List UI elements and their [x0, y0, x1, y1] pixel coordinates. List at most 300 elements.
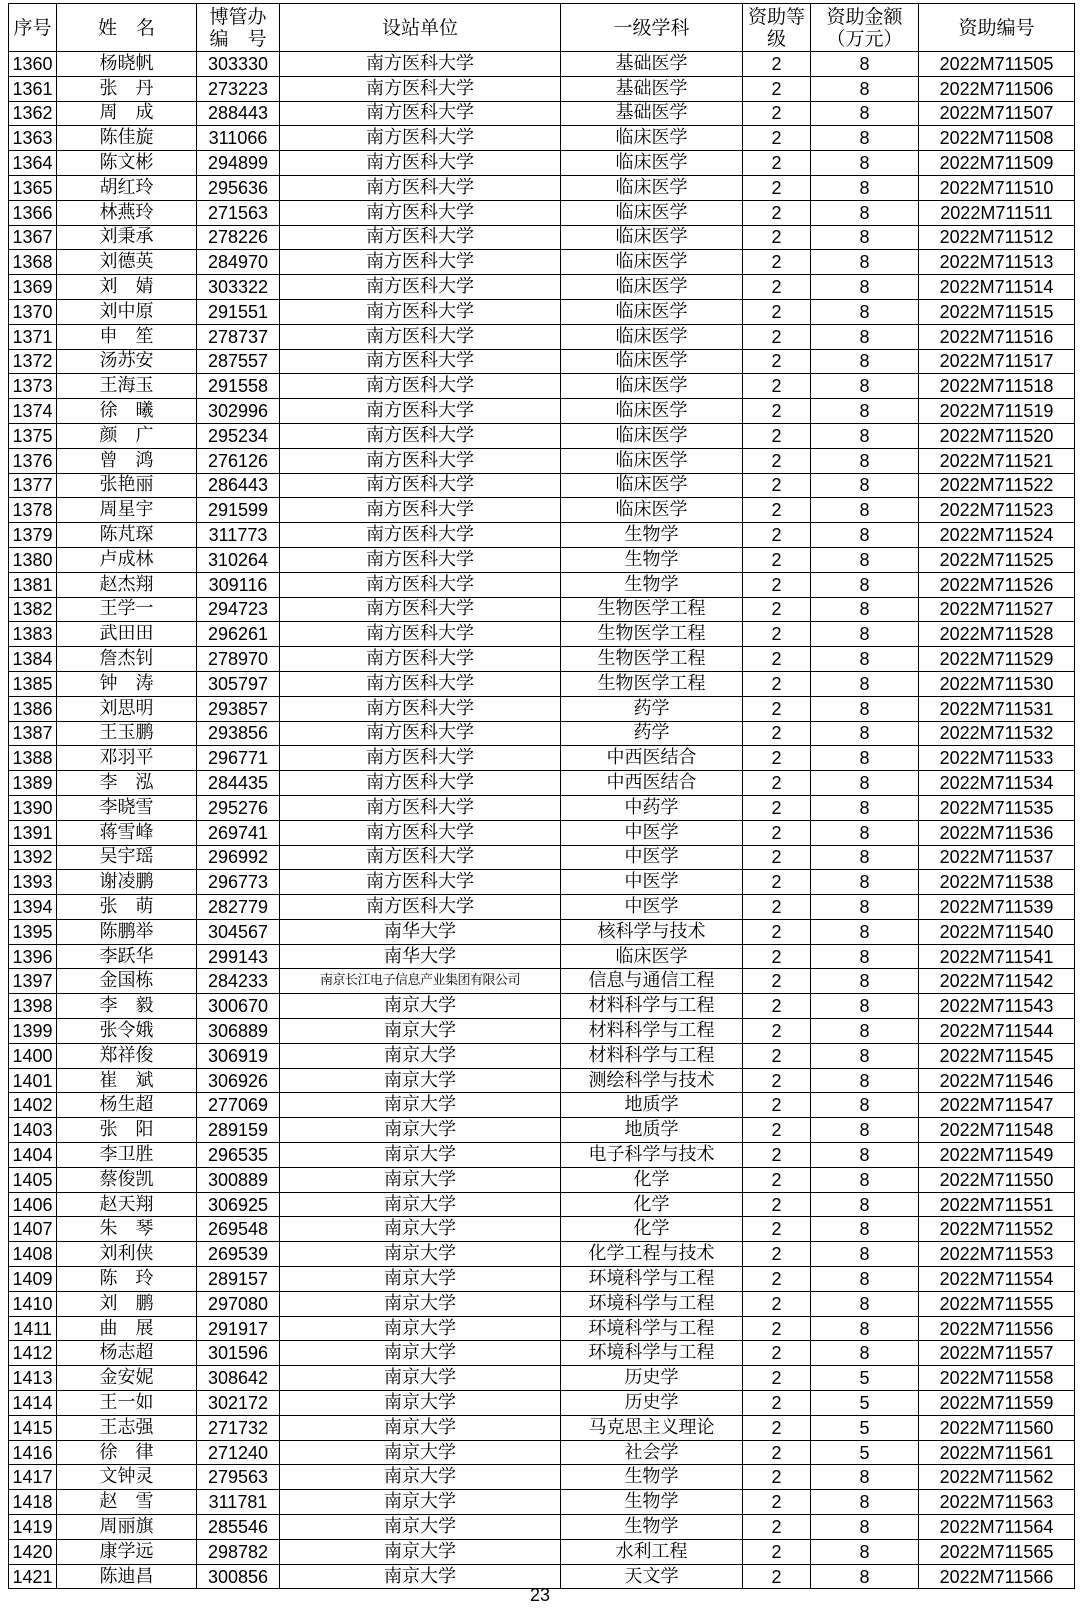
unit-cell: 南京大学: [280, 1143, 561, 1168]
table-row: [9, 795, 1075, 820]
funding-code-cell: 2022M711522: [919, 473, 1075, 498]
table-row: [9, 76, 1075, 101]
seq-cell: 1364: [9, 151, 57, 176]
level-cell: 2: [743, 250, 811, 275]
name-cell: 李卫胜: [57, 1143, 197, 1168]
postdoc-id-cell: 296992: [197, 845, 280, 870]
postdoc-id-cell: 276126: [197, 448, 280, 473]
name-cell: 武田田: [57, 622, 197, 647]
postdoc-id-cell: 310264: [197, 547, 280, 572]
name-cell: 钟 涛: [57, 671, 197, 696]
seq-cell: 1416: [9, 1440, 57, 1465]
funding-code-cell: 2022M711521: [919, 448, 1075, 473]
funding-code-cell: 2022M711555: [919, 1291, 1075, 1316]
postdoc-id-cell: 297080: [197, 1291, 280, 1316]
funding-code-cell: 2022M711509: [919, 151, 1075, 176]
funding-code-cell: 2022M711544: [919, 1019, 1075, 1044]
unit-cell: 南方医科大学: [280, 76, 561, 101]
level-cell: 2: [743, 473, 811, 498]
table-row: [9, 647, 1075, 672]
unit-cell: 南方医科大学: [280, 820, 561, 845]
postdoc-id-cell: 300889: [197, 1167, 280, 1192]
level-cell: 2: [743, 870, 811, 895]
level-cell: 2: [743, 399, 811, 424]
subject-cell: 药学: [561, 696, 743, 721]
unit-cell: 南方医科大学: [280, 448, 561, 473]
table-row: [9, 597, 1075, 622]
subject-cell: 药学: [561, 721, 743, 746]
funding-code-cell: 2022M711566: [919, 1564, 1075, 1589]
subject-cell: 临床医学: [561, 225, 743, 250]
table-row: [9, 250, 1075, 275]
table-row: [9, 721, 1075, 746]
funding-code-cell: 2022M711513: [919, 250, 1075, 275]
funding-code-cell: 2022M711520: [919, 423, 1075, 448]
postdoc-id-cell: 305797: [197, 671, 280, 696]
funding-code-cell: 2022M711531: [919, 696, 1075, 721]
postdoc-id-cell: 303322: [197, 275, 280, 300]
funding-code-cell: 2022M711533: [919, 746, 1075, 771]
amount-cell: 8: [811, 1093, 919, 1118]
name-cell: 张艳丽: [57, 473, 197, 498]
table-row: [9, 126, 1075, 151]
name-cell: 李 泓: [57, 771, 197, 796]
name-cell: 徐 律: [57, 1440, 197, 1465]
seq-cell: 1382: [9, 597, 57, 622]
funding-code-cell: 2022M711564: [919, 1515, 1075, 1540]
amount-cell: 5: [811, 1366, 919, 1391]
name-cell: 周星宇: [57, 498, 197, 523]
unit-cell: 南京大学: [280, 1043, 561, 1068]
table-row: [9, 1217, 1075, 1242]
name-cell: 张 萌: [57, 895, 197, 920]
postdoc-id-cell: 287557: [197, 349, 280, 374]
level-cell: 2: [743, 771, 811, 796]
unit-cell: 南京大学: [280, 1019, 561, 1044]
funding-code-cell: 2022M711551: [919, 1192, 1075, 1217]
subject-cell: 临床医学: [561, 399, 743, 424]
amount-cell: 8: [811, 423, 919, 448]
table-row: [9, 1093, 1075, 1118]
level-cell: 2: [743, 547, 811, 572]
seq-cell: 1372: [9, 349, 57, 374]
table-row: [9, 52, 1075, 77]
table-row: [9, 523, 1075, 548]
level-cell: 2: [743, 299, 811, 324]
table-row: [9, 473, 1075, 498]
unit-cell: 南方医科大学: [280, 746, 561, 771]
funding-code-cell: 2022M711538: [919, 870, 1075, 895]
postdoc-id-cell: 288443: [197, 101, 280, 126]
seq-cell: 1413: [9, 1366, 57, 1391]
subject-cell: 中医学: [561, 895, 743, 920]
table-row: [9, 299, 1075, 324]
page-number: 23: [529, 1585, 551, 1605]
table-row: [9, 547, 1075, 572]
name-cell: 赵杰翔: [57, 572, 197, 597]
level-cell: 2: [743, 994, 811, 1019]
level-cell: 2: [743, 919, 811, 944]
postdoc-id-cell: 284233: [197, 969, 280, 994]
amount-cell: 8: [811, 1465, 919, 1490]
table-row: [9, 1465, 1075, 1490]
level-cell: 2: [743, 498, 811, 523]
name-cell: 刘 婧: [57, 275, 197, 300]
postdoc-id-cell: 271563: [197, 200, 280, 225]
unit-cell: 南方医科大学: [280, 721, 561, 746]
amount-cell: 8: [811, 944, 919, 969]
postdoc-id-cell: 303330: [197, 52, 280, 77]
level-cell: 2: [743, 1341, 811, 1366]
level-cell: 2: [743, 175, 811, 200]
level-cell: 2: [743, 52, 811, 77]
funding-code-cell: 2022M711556: [919, 1316, 1075, 1341]
postdoc-id-cell: 273223: [197, 76, 280, 101]
amount-cell: 8: [811, 52, 919, 77]
postdoc-id-cell: 293856: [197, 721, 280, 746]
postdoc-id-cell: 278226: [197, 225, 280, 250]
level-cell: 2: [743, 1316, 811, 1341]
seq-cell: 1376: [9, 448, 57, 473]
postdoc-id-cell: 278970: [197, 647, 280, 672]
postdoc-id-cell: 279563: [197, 1465, 280, 1490]
amount-cell: 8: [811, 200, 919, 225]
seq-cell: 1412: [9, 1341, 57, 1366]
level-cell: 2: [743, 349, 811, 374]
amount-cell: 8: [811, 969, 919, 994]
seq-cell: 1397: [9, 969, 57, 994]
name-cell: 胡红玲: [57, 175, 197, 200]
seq-cell: 1415: [9, 1415, 57, 1440]
level-cell: 2: [743, 1167, 811, 1192]
seq-cell: 1378: [9, 498, 57, 523]
unit-cell: 南方医科大学: [280, 696, 561, 721]
postdoc-id-cell: 291551: [197, 299, 280, 324]
name-cell: 李 毅: [57, 994, 197, 1019]
level-cell: 2: [743, 1143, 811, 1168]
amount-cell: 8: [811, 1515, 919, 1540]
amount-cell: 8: [811, 1539, 919, 1564]
postdoc-id-cell: 298782: [197, 1539, 280, 1564]
unit-cell: 南华大学: [280, 919, 561, 944]
seq-cell: 1387: [9, 721, 57, 746]
postdoc-id-cell: 306919: [197, 1043, 280, 1068]
subject-cell: 中医学: [561, 870, 743, 895]
table-row: [9, 1291, 1075, 1316]
subject-cell: 中西医结合: [561, 771, 743, 796]
seq-cell: 1380: [9, 547, 57, 572]
unit-cell: 南方医科大学: [280, 870, 561, 895]
table-row: [9, 151, 1075, 176]
unit-cell: 南方医科大学: [280, 572, 561, 597]
seq-cell: 1394: [9, 895, 57, 920]
funding-code-cell: 2022M711512: [919, 225, 1075, 250]
unit-cell: 南京大学: [280, 1068, 561, 1093]
subject-cell: 临床医学: [561, 250, 743, 275]
name-cell: 文钟灵: [57, 1465, 197, 1490]
name-cell: 刘秉承: [57, 225, 197, 250]
level-cell: 2: [743, 1118, 811, 1143]
subject-cell: 核科学与技术: [561, 919, 743, 944]
level-cell: 2: [743, 1217, 811, 1242]
seq-cell: 1389: [9, 771, 57, 796]
funding-code-cell: 2022M711523: [919, 498, 1075, 523]
table-row: [9, 622, 1075, 647]
header-unit: 设站单位: [280, 4, 561, 52]
postdoc-id-cell: 296535: [197, 1143, 280, 1168]
unit-cell: 南方医科大学: [280, 52, 561, 77]
amount-cell: 8: [811, 1341, 919, 1366]
amount-cell: 8: [811, 225, 919, 250]
amount-cell: 8: [811, 547, 919, 572]
amount-cell: 8: [811, 820, 919, 845]
name-cell: 赵天翔: [57, 1192, 197, 1217]
funding-code-cell: 2022M711528: [919, 622, 1075, 647]
funding-code-cell: 2022M711508: [919, 126, 1075, 151]
funding-code-cell: 2022M711552: [919, 1217, 1075, 1242]
unit-cell: 南方医科大学: [280, 399, 561, 424]
funding-code-cell: 2022M711505: [919, 52, 1075, 77]
level-cell: 2: [743, 1465, 811, 1490]
funding-code-cell: 2022M711516: [919, 324, 1075, 349]
postdoc-id-cell: 278737: [197, 324, 280, 349]
table-row: [9, 1515, 1075, 1540]
amount-cell: 8: [811, 250, 919, 275]
unit-cell: 南京大学: [280, 1440, 561, 1465]
unit-cell: 南方医科大学: [280, 275, 561, 300]
unit-cell: 南方医科大学: [280, 423, 561, 448]
amount-cell: 8: [811, 572, 919, 597]
amount-cell: 8: [811, 523, 919, 548]
subject-cell: 临床医学: [561, 944, 743, 969]
amount-cell: 8: [811, 870, 919, 895]
funding-code-cell: 2022M711510: [919, 175, 1075, 200]
subject-cell: 化学工程与技术: [561, 1242, 743, 1267]
level-cell: 2: [743, 795, 811, 820]
name-cell: 王一如: [57, 1391, 197, 1416]
level-cell: 2: [743, 200, 811, 225]
subject-cell: 社会学: [561, 1440, 743, 1465]
level-cell: 2: [743, 597, 811, 622]
level-cell: 2: [743, 101, 811, 126]
postdoc-id-cell: 284970: [197, 250, 280, 275]
level-cell: 2: [743, 275, 811, 300]
name-cell: 蒋雪峰: [57, 820, 197, 845]
funding-code-cell: 2022M711557: [919, 1341, 1075, 1366]
postdoc-id-cell: 304567: [197, 919, 280, 944]
level-cell: 2: [743, 1242, 811, 1267]
amount-cell: 8: [811, 795, 919, 820]
unit-cell: 南方医科大学: [280, 845, 561, 870]
postdoc-id-cell: 300856: [197, 1564, 280, 1589]
seq-cell: 1370: [9, 299, 57, 324]
level-cell: 2: [743, 1415, 811, 1440]
header-amount: 资助金额 （万元）: [811, 4, 919, 52]
table-row: [9, 845, 1075, 870]
amount-cell: 8: [811, 771, 919, 796]
unit-cell: 南方医科大学: [280, 126, 561, 151]
table-row: [9, 1366, 1075, 1391]
amount-cell: 8: [811, 994, 919, 1019]
subject-cell: 中西医结合: [561, 746, 743, 771]
name-cell: 康学远: [57, 1539, 197, 1564]
level-cell: 2: [743, 151, 811, 176]
level-cell: 2: [743, 1093, 811, 1118]
unit-cell: 南方医科大学: [280, 225, 561, 250]
level-cell: 2: [743, 1068, 811, 1093]
level-cell: 2: [743, 1267, 811, 1292]
amount-cell: 8: [811, 1167, 919, 1192]
seq-cell: 1403: [9, 1118, 57, 1143]
header-seq: 序号: [9, 4, 57, 52]
name-cell: 陈鹏举: [57, 919, 197, 944]
name-cell: 陈迪昌: [57, 1564, 197, 1589]
funding-code-cell: 2022M711545: [919, 1043, 1075, 1068]
amount-cell: 8: [811, 1490, 919, 1515]
subject-cell: 环境科学与工程: [561, 1291, 743, 1316]
name-cell: 卢成林: [57, 547, 197, 572]
name-cell: 曾 鸿: [57, 448, 197, 473]
level-cell: 2: [743, 76, 811, 101]
postdoc-id-cell: 282779: [197, 895, 280, 920]
table-row: [9, 225, 1075, 250]
unit-cell: 南京大学: [280, 1267, 561, 1292]
table-row: [9, 399, 1075, 424]
subject-cell: 临床医学: [561, 374, 743, 399]
subject-cell: 化学: [561, 1167, 743, 1192]
seq-cell: 1362: [9, 101, 57, 126]
subject-cell: 临床医学: [561, 324, 743, 349]
subject-cell: 环境科学与工程: [561, 1316, 743, 1341]
postdoc-id-cell: 296771: [197, 746, 280, 771]
name-cell: 金国栋: [57, 969, 197, 994]
seq-cell: 1388: [9, 746, 57, 771]
postdoc-id-cell: 295636: [197, 175, 280, 200]
subject-cell: 临床医学: [561, 299, 743, 324]
unit-cell: 南京大学: [280, 1093, 561, 1118]
level-cell: 2: [743, 721, 811, 746]
unit-cell: 南方医科大学: [280, 200, 561, 225]
subject-cell: 中药学: [561, 795, 743, 820]
postdoc-id-cell: 296773: [197, 870, 280, 895]
postdoc-id-cell: 311773: [197, 523, 280, 548]
postdoc-id-cell: 294899: [197, 151, 280, 176]
postdoc-id-cell: 302996: [197, 399, 280, 424]
subject-cell: 生物学: [561, 1490, 743, 1515]
seq-cell: 1404: [9, 1143, 57, 1168]
funding-code-cell: 2022M711535: [919, 795, 1075, 820]
funding-code-cell: 2022M711517: [919, 349, 1075, 374]
unit-cell: 南方医科大学: [280, 324, 561, 349]
unit-cell: 南方医科大学: [280, 622, 561, 647]
funding-code-cell: 2022M711524: [919, 523, 1075, 548]
table-header-row: [9, 4, 1075, 52]
postdoc-id-cell: 299143: [197, 944, 280, 969]
amount-cell: 8: [811, 1068, 919, 1093]
name-cell: 王学一: [57, 597, 197, 622]
seq-cell: 1368: [9, 250, 57, 275]
table-row: [9, 349, 1075, 374]
funding-code-cell: 2022M711549: [919, 1143, 1075, 1168]
table-row: [9, 696, 1075, 721]
funding-code-cell: 2022M711547: [919, 1093, 1075, 1118]
postdoc-id-cell: 291917: [197, 1316, 280, 1341]
name-cell: 陈佳旋: [57, 126, 197, 151]
subject-cell: 材料科学与工程: [561, 1019, 743, 1044]
name-cell: 王海玉: [57, 374, 197, 399]
funding-code-cell: 2022M711560: [919, 1415, 1075, 1440]
seq-cell: 1377: [9, 473, 57, 498]
table-row: [9, 200, 1075, 225]
postdoc-id-cell: 295276: [197, 795, 280, 820]
name-cell: 刘思明: [57, 696, 197, 721]
unit-cell: 南京大学: [280, 1242, 561, 1267]
subject-cell: 基础医学: [561, 76, 743, 101]
level-cell: 2: [743, 324, 811, 349]
amount-cell: 8: [811, 671, 919, 696]
table-row: [9, 423, 1075, 448]
amount-cell: 5: [811, 1415, 919, 1440]
unit-cell: 南方医科大学: [280, 895, 561, 920]
unit-cell: 南华大学: [280, 944, 561, 969]
name-cell: 蔡俊凯: [57, 1167, 197, 1192]
name-cell: 詹杰钊: [57, 647, 197, 672]
seq-cell: 1391: [9, 820, 57, 845]
subject-cell: 临床医学: [561, 275, 743, 300]
subject-cell: 基础医学: [561, 101, 743, 126]
funding-code-cell: 2022M711534: [919, 771, 1075, 796]
table-row: [9, 969, 1075, 994]
seq-cell: 1379: [9, 523, 57, 548]
subject-cell: 环境科学与工程: [561, 1341, 743, 1366]
seq-cell: 1363: [9, 126, 57, 151]
seq-cell: 1384: [9, 647, 57, 672]
table-row: [9, 1167, 1075, 1192]
name-cell: 颜 广: [57, 423, 197, 448]
name-cell: 刘利侠: [57, 1242, 197, 1267]
seq-cell: 1369: [9, 275, 57, 300]
amount-cell: 8: [811, 1564, 919, 1589]
funding-code-cell: 2022M711536: [919, 820, 1075, 845]
name-cell: 汤苏安: [57, 349, 197, 374]
amount-cell: 8: [811, 1316, 919, 1341]
name-cell: 陈文彬: [57, 151, 197, 176]
funding-code-cell: 2022M711515: [919, 299, 1075, 324]
postdoc-id-cell: 291599: [197, 498, 280, 523]
table-row: [9, 1043, 1075, 1068]
unit-cell: 南京大学: [280, 1366, 561, 1391]
funding-code-cell: 2022M711526: [919, 572, 1075, 597]
postdoc-id-cell: 311066: [197, 126, 280, 151]
unit-cell: 南京大学: [280, 1217, 561, 1242]
funding-code-cell: 2022M711541: [919, 944, 1075, 969]
table-row: [9, 895, 1075, 920]
unit-cell: 南京大学: [280, 1341, 561, 1366]
table-row: [9, 944, 1075, 969]
funding-code-cell: 2022M711543: [919, 994, 1075, 1019]
seq-cell: 1371: [9, 324, 57, 349]
subject-cell: 地质学: [561, 1118, 743, 1143]
subject-cell: 地质学: [561, 1093, 743, 1118]
amount-cell: 5: [811, 1440, 919, 1465]
seq-cell: 1418: [9, 1490, 57, 1515]
name-cell: 李晓雪: [57, 795, 197, 820]
name-cell: 吴宇瑶: [57, 845, 197, 870]
amount-cell: 8: [811, 597, 919, 622]
name-cell: 崔 斌: [57, 1068, 197, 1093]
seq-cell: 1365: [9, 175, 57, 200]
name-cell: 朱 琴: [57, 1217, 197, 1242]
